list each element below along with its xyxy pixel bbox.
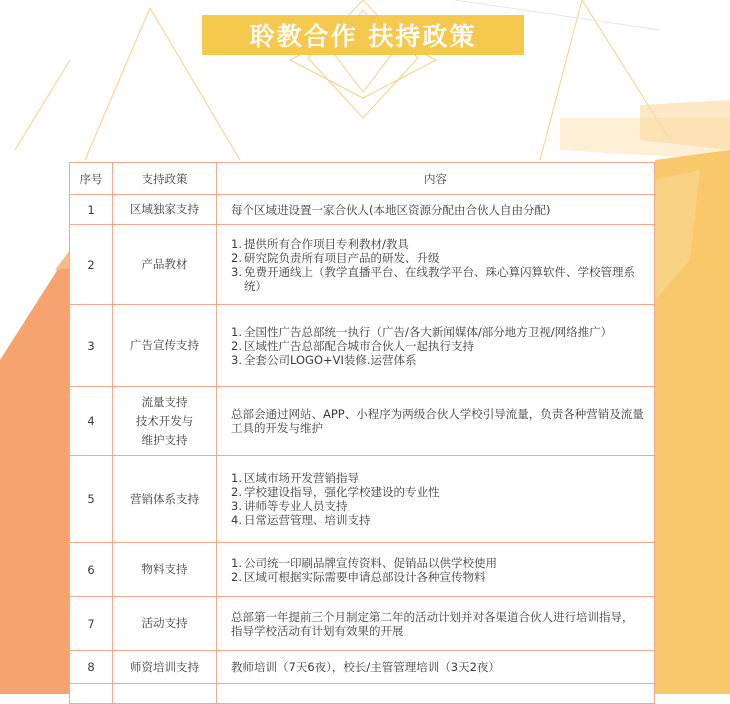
item-text: 讲师等专业人员支持 [244,499,348,513]
table-row [70,305,655,387]
row-content [217,456,655,543]
row-num: 5 [70,456,113,543]
table-row [70,387,655,456]
table-row [70,597,655,651]
row-num: 6 [70,543,113,597]
row-num: 8 [70,651,113,684]
policy-text: 活动支持 [141,616,188,630]
item-number: 3. [231,499,242,513]
item-number: 2. [231,569,242,584]
row-num: 2 [70,225,113,305]
row-content: 教师培训（7天6夜），校长/主管管理培训（3天2夜） [217,651,655,684]
policy-text: 营销体系支持 [130,491,199,506]
item-number: 1. [231,471,242,485]
list-item [231,570,644,584]
title-banner [202,15,524,55]
list-item [231,499,644,513]
item-number: 2. [231,250,242,265]
item-text: 公司统一印刷品牌宣传资料、促销品以供学校使用 [244,555,497,570]
row-content: 总部第一年提前三个月制定第二年的活动计划并对各渠道合伙人进行培训指导，指导学校活动有计划有效果的开展 [217,597,655,651]
table-row [70,543,655,597]
list-item [231,237,644,251]
policy-text: 维护支持 [141,432,188,447]
policy-text: 技术开发与 [135,413,194,428]
row-policy [113,225,217,305]
list-item [231,556,644,570]
row-policy [113,195,217,225]
row-content [217,225,655,305]
list-item [231,339,644,353]
table-row [70,225,655,305]
item-text: 研究院负责所有项目产品的研发、升级 [244,250,440,265]
list-item [231,353,644,367]
policy-text: 流量支持 [141,394,188,409]
policy-table [69,162,655,704]
row-policy [113,387,217,456]
item-number: 3. [231,264,242,279]
table-row [70,195,655,225]
row-num: 3 [70,305,113,387]
item-number: 4. [231,513,242,527]
policy-text: 产品教材 [141,257,188,271]
item-number: 1. [231,236,242,251]
list-item [231,325,644,339]
list-item [231,251,644,265]
row-policy [113,543,217,597]
item-text: 区域可根据实际需要申请总部设计各种宣传物料 [244,569,486,584]
list-item [231,485,644,499]
row-num: 4 [70,387,113,456]
table-row [70,651,655,684]
row-policy [113,651,217,684]
list-item [231,513,644,527]
row-policy [113,305,217,387]
policy-text: 物料支持 [141,562,188,576]
row-num: 1 [70,195,113,225]
item-number: 1. [231,324,242,339]
list-item [231,471,644,485]
policy-text: 师资培训支持 [130,659,199,674]
item-text: 免费开通线上（教学直播平台、在线教学平台、珠心算闪算软件、学校管理系统） [244,264,635,293]
policy-text: 广告宣传支持 [130,338,199,352]
header-content: 内容 [217,163,655,195]
row-content: 总部会通过网站、APP、小程序为两级合伙人学校引导流量，负责各种营销及流量工具的开发与维护 [217,387,655,456]
table-row [70,456,655,543]
table-header-row [70,163,655,195]
policy-text: 区域独家支持 [130,202,199,216]
item-text: 区域市场开发营销指导 [244,471,359,485]
item-text: 全国性广告总部统一执行（广告/各大新闻媒体/部分地方卫视/网络推广） [244,324,613,339]
row-policy [113,597,217,651]
row-content [217,543,655,597]
item-text: 区域性广告总部配合城市合伙人一起执行支持 [244,338,474,353]
header-policy: 支持政策 [113,163,217,195]
header-num: 序号 [70,163,113,195]
row-content: 每个区域进设置一家合伙人(本地区资源分配由合伙人自由分配) [217,195,655,225]
item-text: 学校建设指导，强化学校建设的专业性 [244,485,440,499]
banner-title: 聆教合作 扶持政策 [249,22,477,51]
item-number: 3. [231,352,242,367]
list-item [231,265,644,293]
row-content [217,305,655,387]
item-number: 1. [231,555,242,570]
item-text: 全套公司LOGO+VI装修.运营体系 [244,352,417,367]
item-number: 2. [231,338,242,353]
row-policy [113,456,217,543]
item-text: 日常运营管理、培训支持 [244,513,371,527]
row-num: 7 [70,597,113,651]
item-number: 2. [231,485,242,499]
item-text: 提供所有合作项目专利教材/教具 [244,236,409,251]
